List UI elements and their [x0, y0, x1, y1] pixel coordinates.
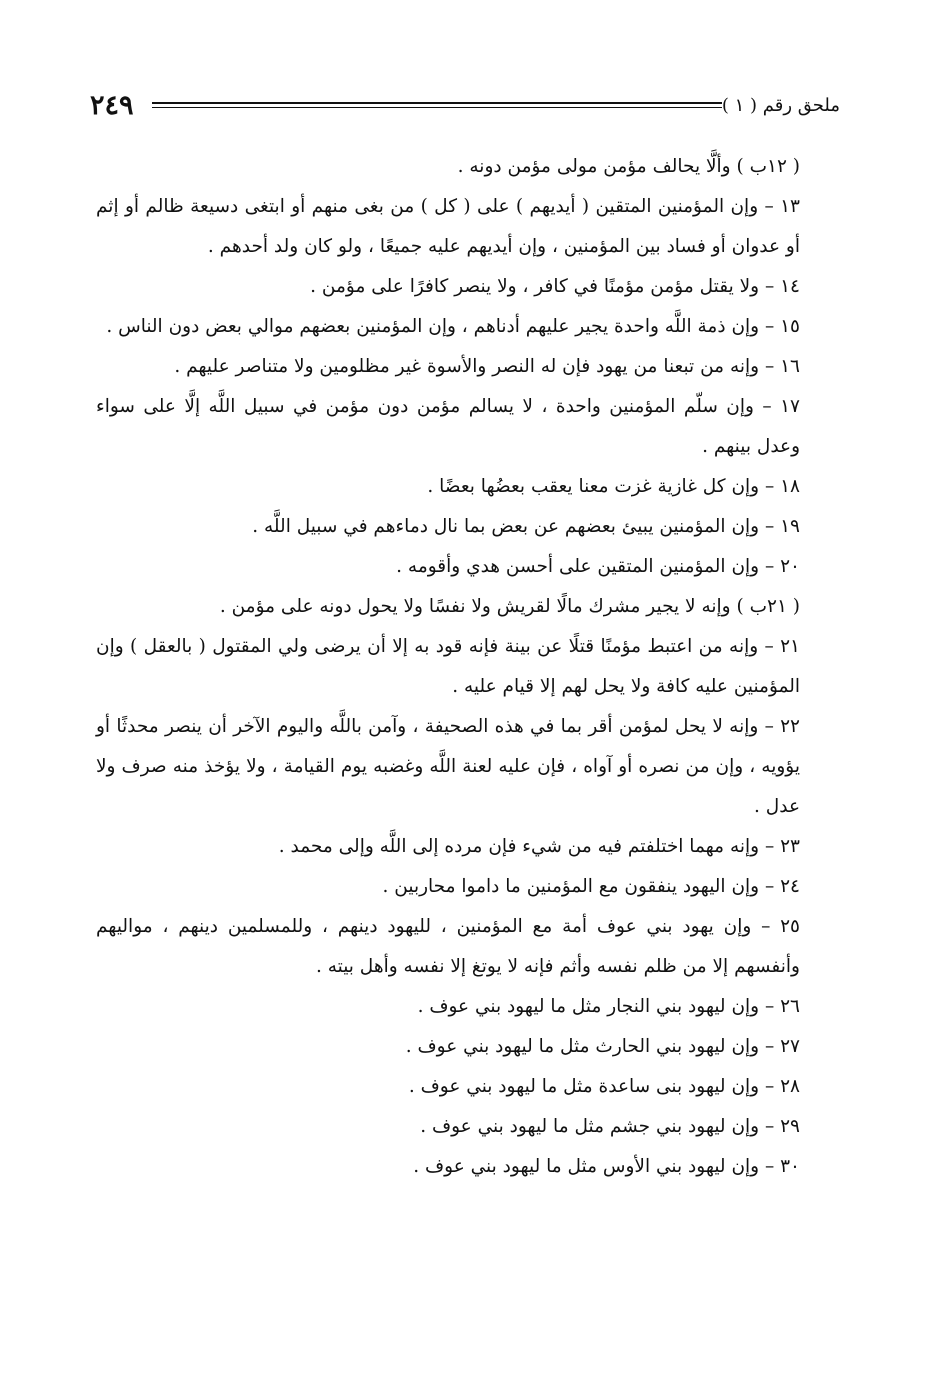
paragraph-13: ١٣ – وإن المؤمنين المتقين ( أيديهم ) على ( كل ) من بغى منهم أو ابتغى دسيعة ظالم أو إثم أو عدوان أو فساد بين المؤمنين ، وإن أيديهم عليه جميعًا ، ولو كان ولد أحدهم . — [96, 196, 800, 257]
paragraph-18: ١٨ – وإن كل غازية غزت معنا يعقب بعضُها بعضًا . — [427, 476, 800, 497]
paragraph-29: ٢٩ – وإن ليهود بني جشم مثل ما ليهود بني عوف . — [420, 1116, 800, 1137]
paragraph-30: ٣٠ – وإن ليهود بني الأوس مثل ما ليهود بني عوف . — [413, 1156, 800, 1177]
paragraph-15: ١٥ – وإن ذمة اللَّه واحدة يجير عليهم أدناهم ، وإن المؤمنين بعضهم موالي بعض دون الناس . — [106, 316, 800, 337]
page-number: ٢٤٩ — [90, 90, 134, 121]
paragraph-27: ٢٧ – وإن ليهود بني الحارث مثل ما ليهود بني عوف . — [405, 1036, 800, 1057]
paragraph-23: ٢٣ – وإنه مهما اختلفتم فيه من شيء فإن مرده إلى اللَّه وإلى محمد . — [278, 836, 800, 857]
paragraph-24: ٢٤ – وإن اليهود ينفقون مع المؤمنين ما داموا محاربين . — [382, 876, 800, 897]
paragraph-12b: ( ١٢ب ) وألَّا يحالف مؤمن مولى مؤمن دونه . — [457, 156, 800, 177]
body-text — [96, 147, 840, 1187]
paragraph-25: ٢٥ – وإن يهود بني عوف أمة مع المؤمنين ، لليهود دينهم ، وللمسلمين دينهم ، مواليهم وأنفسهم إلا من ظلم نفسه وأثم فإنه لا يوتغ إلا نفسه وأهل بيته . — [96, 916, 800, 977]
page-header — [90, 86, 840, 126]
paragraph-21: ٢١ – وإنه من اعتبط مؤمنًا قتلًا عن بينة فإنه قود به إلا أن يرضى ولي المقتول ( بالعقل ) وإن المؤمنين عليه كافة ولا يحل لهم إلا قيام عليه . — [96, 636, 800, 697]
paragraph-17: ١٧ – وإن سلّم المؤمنين واحدة ، لا يسالم مؤمن دون مؤمن في سبيل اللَّه إلَّا على سواء وعدل بينهم . — [96, 396, 800, 457]
running-title: ملحق رقم ( ١ ) — [721, 95, 840, 116]
paragraph-28: ٢٨ – وإن ليهود بنى ساعدة مثل ما ليهود بني عوف . — [408, 1076, 800, 1097]
paragraph-21b: ( ٢١ب ) وإنه لا يجير مشرك مالًا لقريش ولا نفسًا ولا يحول دونه على مؤمن . — [219, 596, 800, 617]
paragraph-26: ٢٦ – وإن ليهود بني النجار مثل ما ليهود بني عوف . — [417, 996, 800, 1017]
paragraph-14: ١٤ – ولا يقتل مؤمن مؤمنًا في كافر ، ولا ينصر كافرًا على مؤمن . — [310, 276, 800, 297]
paragraph-20: ٢٠ – وإن المؤمنين المتقين على أحسن هدي وأقومه . — [396, 556, 800, 577]
header-rule — [152, 102, 722, 108]
paragraph-19: ١٩ – وإن المؤمنين يبيئ بعضهم عن بعض بما نال دماءهم في سبيل اللَّه . — [252, 516, 800, 537]
paragraph-16: ١٦ – وإنه من تبعنا من يهود فإن له النصر والأسوة غير مظلومين ولا متناصر عليهم . — [174, 356, 800, 377]
paragraph-22: ٢٢ – وإنه لا يحل لمؤمن أقر بما في هذه الصحيفة ، وآمن باللَّه واليوم الآخر أن ينصر محدثًا أو يؤويه ، وإن من نصره أو آواه ، فإن عليه لعنة اللَّه وغضبه يوم القيامة ، ولا يؤخذ منه صرف ولا عدل . — [96, 716, 800, 817]
